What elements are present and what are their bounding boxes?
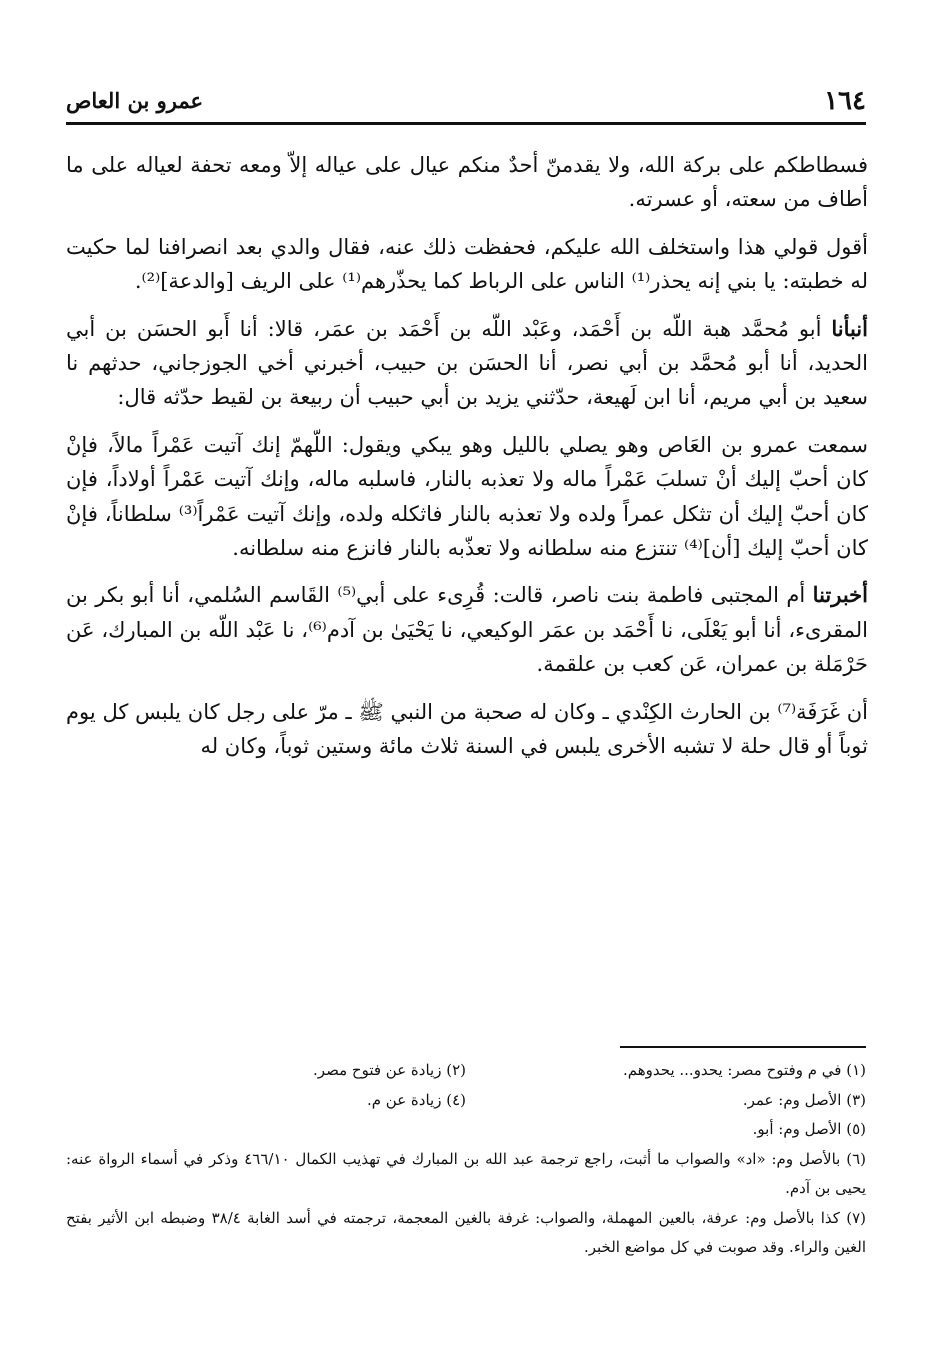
footnote-row-2 (66, 1086, 866, 1116)
footnote-6: (٦) بالأصل وم: «اد» والصواب ما أثبت، راجع ترجمة عبد الله بن المبارك في تهذيب الكمال ٤٦٦/١٠ وذكر في أسماء الرواة عنه: يحيى بن آدم. (66, 1149, 866, 1197)
footnote-divider (620, 1046, 866, 1048)
paragraph-5 (66, 578, 868, 681)
footnote-1: (١) في م وفتوح مصر: يحدو... يحدوهم. (622, 1061, 866, 1079)
paragraph-6-text: أن غَرَفَة⁽⁷⁾ بن الحارث الكِنْدي ـ وكان له صحبة من النبي ﷺ ـ مرّ على رجل كان يلبس كل يوم ثوباً أو قال حلة لا تشبه الأخرى يلبس في السنة ثلاث مائة وستين ثوباً، وكان له (66, 699, 868, 759)
running-title: عمرو بن العاص (66, 88, 204, 113)
page-number: ١٦٤ (824, 86, 866, 116)
footnote-4: (٤) زيادة عن م. (366, 1090, 466, 1109)
paragraph-2 (66, 230, 868, 299)
paragraph-5-text: أم المجتبى فاطمة بنت ناصر، قالت: قُرِىء على أبي⁽⁵⁾ القَاسم السُلمي، أنا أبو بكر بن المقرىء، أنا أبو يَعْلَى، نا أَحْمَد بن عمَر الوكيعي، نا يَحْيَىٰ بن آدم⁽⁶⁾، نا عَبْد اللّه بن المبارك، عَن حَرْمَلة بن عمران، عَن كعب بن علقمة. (66, 583, 869, 677)
paragraph-1 (66, 148, 868, 217)
footnote-3: (٣) الأصل وم: عمر. (742, 1090, 866, 1109)
paragraph-2-text: أقول قولي هذا واستخلف الله عليكم، فحفظت ذلك عنه، فقال والدي بعد انصرافنا لما حكيت له خطبته: يا بني إنه يحذر⁽¹⁾ الناس على الرباط كما يحذّرهم⁽¹⁾ على الريف [والدعة]⁽²⁾. (66, 234, 868, 294)
paragraph-4 (66, 428, 868, 566)
footnote-5: (٥) الأصل وم: أبو. (752, 1120, 866, 1138)
footnote-row-1 (66, 1056, 866, 1086)
paragraph-4-text: سمعت عمرو بن العَاص وهو يصلي بالليل وهو يبكي ويقول: اللّهمّ إنك آتيت عَمْراً مالاً، فإنْ كان أحبّ إليك أنْ تسلبَ عَمْراً ماله ولا تعذبه بالنار، فاسلبه ماله، وإنك آتيت عَمْراً أولاداً، فإن كان أحبّ إليك أن تثكل عمراً ولده ولا تعذبه بالنار فاثكله ولده، وإنك آتيت عَمْراً⁽³⁾ سلطاناً، فإنْ كان أحبّ إليك [أن]⁽⁴⁾ تنتزع منه سلطانه ولا تعذّبه بالنار فانزع منه سلطانه. (66, 432, 868, 561)
footnote-2: (٢) زيادة عن فتوح مصر. (313, 1061, 466, 1079)
paragraph-1-text: فسطاطكم على بركة الله، ولا يقدمنّ أحدٌ منكم عيال على عياله إلاّ ومعه تحفة لعياله على ما أطاف من سعته، أو عسرته. (66, 153, 868, 212)
footnote-7: (٧) كذا بالأصل وم: عرفة، بالعين المهملة، والصواب: غرفة بالغين المعجمة، ترجمته في أسد الغابة ٣٨/٤ وضبطه ابن الأثير بفتح الغين والراء. وقد صوبت في كل مواضع الخبر. (66, 1208, 866, 1256)
paragraph-6 (66, 695, 868, 764)
paragraph-5-lead: أخبرتنا (812, 582, 868, 608)
paragraph-3 (66, 312, 868, 415)
header-divider (66, 122, 866, 125)
page-header (66, 78, 866, 120)
paragraph-3-text: أبو مُحمَّد هبة اللّه بن أَحْمَد، وعَبْد اللّه بن أَحْمَد بن عمَر، قالا: أنا أَبو الحسَن بن أبي الحديد، أنا أبو مُحمَّد بن أبي نصر، أنا الحسَن بن حبيب، أخبرني أخي الجوزجاني، حدثهم نا سعيد بن أبي مريم، أنا ابن لَهيعة، حدّثني يزيد بن أبي حبيب أن ربيعة بن لقيط حدّثه قال: (66, 316, 868, 410)
paragraph-3-lead: أنبأنا (831, 315, 868, 341)
main-text (66, 148, 868, 777)
footnotes (66, 1056, 866, 1263)
